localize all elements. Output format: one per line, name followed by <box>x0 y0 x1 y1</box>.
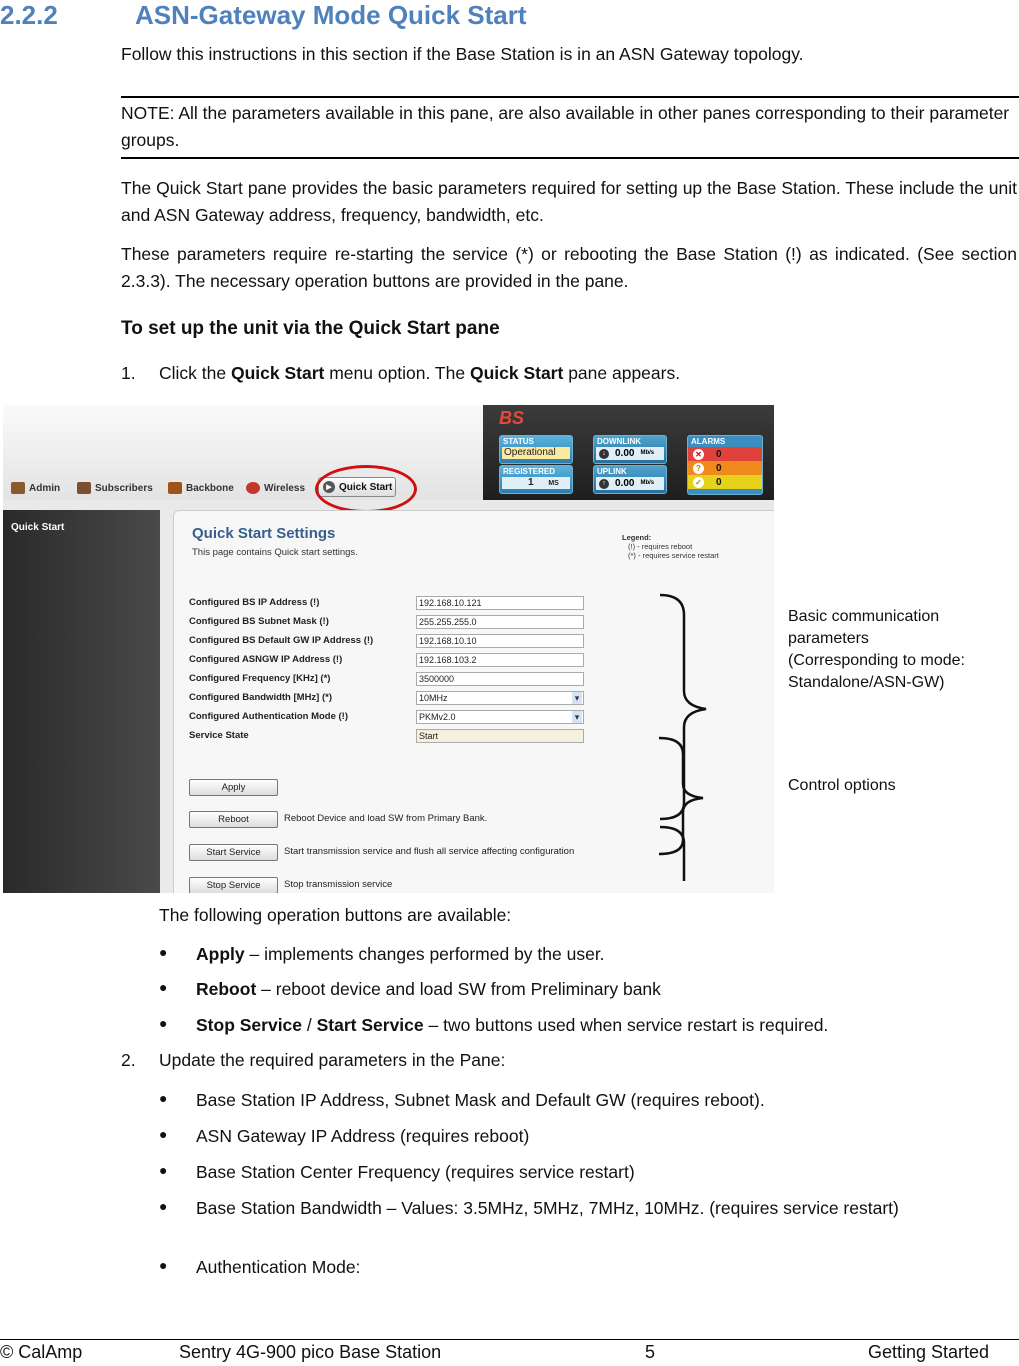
param-label: Configured ASNGW IP Address (!) <box>189 654 343 665</box>
bullet-icon: ● <box>159 979 168 995</box>
status-header <box>483 405 774 500</box>
param-label: Service State <box>189 730 249 741</box>
critical-icon: ✕ <box>693 449 704 460</box>
start-service-description: Start transmission service and flush all service affecting configuration <box>284 846 575 857</box>
backbone-icon <box>168 482 182 494</box>
alarm-minor[interactable]: ✓ 0 <box>688 475 762 489</box>
footer-product: Sentry 4G-900 pico Base Station <box>179 1342 442 1362</box>
step-2-text: Update the required parameters in the Pane: <box>159 1050 506 1070</box>
bullet-icon: ● <box>159 1126 168 1142</box>
intro-text: Follow this instructions in this section if the Base Station is in an ASN Gateway topology. <box>121 44 804 64</box>
status-value: Operational <box>502 447 570 459</box>
paragraph-2: These parameters require re-starting the service (*) or rebooting the Base Station (!) as indicated. (See section 2.3.3). The necessary operation buttons are provided in the pane. <box>121 244 1017 291</box>
admin-icon <box>11 482 25 494</box>
ops-intro: The following operation buttons are available: <box>159 905 512 925</box>
tab-backbone[interactable]: Backbone <box>168 479 234 497</box>
note-box: NOTE: All the parameters available in this pane, are also available in other panes corresponding to their parameter groups. <box>121 96 1019 159</box>
registered-box: REGISTERED 1 MS <box>499 465 573 494</box>
section-title: ASN-Gateway Mode Quick Start <box>135 0 527 30</box>
reboot-description: Reboot Device and load SW from Primary Bank. <box>284 813 488 824</box>
basic-params-annotation: Basic communication parameters (Corresponding to mode: Standalone/ASN-GW) <box>788 608 965 691</box>
alarms-box: ALARMS ✕ 0 ? 0 ✓ 0 <box>687 435 763 495</box>
update-item: Authentication Mode: <box>196 1257 361 1277</box>
bullet-icon: ● <box>159 1257 168 1273</box>
update-item: Base Station Center Frequency (requires service restart) <box>196 1162 635 1182</box>
frequency-input[interactable]: 3500000 <box>416 672 584 686</box>
menu-tab-bar <box>3 405 483 500</box>
downlink-box: DOWNLINK ↓ 0.00 Mb/s <box>593 435 667 464</box>
left-nav-pane <box>3 510 160 893</box>
op-apply: Apply – implements changes performed by the user. <box>196 944 605 964</box>
legend: Legend: (!) - requires reboot (*) - requires service restart <box>622 533 719 560</box>
tab-quick-start[interactable]: ▶ Quick Start <box>318 477 396 497</box>
update-item: Base Station Bandwidth – Values: 3.5MHz, 5MHz, 7MHz, 10MHz. (requires service restart) <box>196 1198 899 1218</box>
arrow-down-icon: ↓ <box>599 449 609 459</box>
section-number: 2.2.2 <box>0 0 58 30</box>
step-1-text: Click the Quick Start menu option. The Quick Start pane appears. <box>159 363 681 383</box>
auth-mode-select[interactable]: PKMv2.0 ▾ <box>416 710 584 724</box>
major-icon: ? <box>693 463 704 474</box>
stop-service-description: Stop transmission service <box>284 879 393 890</box>
apply-button[interactable]: Apply <box>189 779 278 796</box>
param-label: Configured BS Default GW IP Address (!) <box>189 635 374 646</box>
subnet-mask-input[interactable]: 255.255.255.0 <box>416 615 584 629</box>
default-gw-input[interactable]: 192.168.10.10 <box>416 634 584 648</box>
paragraph-1: The Quick Start pane provides the basic parameters required for setting up the Base Station. These include the unit and ASN Gateway address, frequency, bandwidth, etc. <box>121 178 1017 225</box>
update-item: ASN Gateway IP Address (requires reboot) <box>196 1126 530 1146</box>
subscribers-icon <box>77 482 91 494</box>
bullet-icon: ● <box>159 1198 168 1214</box>
control-brace <box>653 734 713 859</box>
alarm-critical[interactable]: ✕ 0 <box>688 447 762 461</box>
footer-page-number: 5 <box>645 1342 656 1362</box>
bandwidth-select[interactable]: 10MHz ▾ <box>416 691 584 705</box>
footer-rule <box>0 1339 1019 1340</box>
arrow-up-icon: ↑ <box>599 479 609 489</box>
op-reboot: Reboot – reboot device and load SW from Preliminary bank <box>196 979 661 999</box>
bullet-icon: ● <box>159 1015 168 1031</box>
asngw-ip-input[interactable]: 192.168.103.2 <box>416 653 584 667</box>
footer-copyright: © CalAmp <box>0 1342 83 1362</box>
step-2-number: 2. <box>121 1050 136 1070</box>
start-service-button[interactable]: Start Service <box>189 844 278 861</box>
footer-section: Getting Started <box>868 1342 990 1362</box>
uplink-box: UPLINK ↑ 0.00 Mb/s <box>593 465 667 494</box>
bullet-icon: ● <box>159 944 168 960</box>
param-label: Configured BS IP Address (!) <box>189 597 320 608</box>
service-state-field: Start <box>416 729 584 743</box>
settings-title: Quick Start Settings <box>192 525 336 542</box>
param-label: Configured Frequency [KHz] (*) <box>189 673 331 684</box>
bs-logo: BS <box>499 408 525 428</box>
reboot-button[interactable]: Reboot <box>189 811 278 828</box>
stop-service-button[interactable]: Stop Service <box>189 877 278 893</box>
control-options-annotation: Control options <box>788 777 896 794</box>
bullet-icon: ● <box>159 1162 168 1178</box>
wireless-icon <box>246 482 260 494</box>
tab-wireless[interactable]: Wireless <box>246 479 305 497</box>
settings-subtitle: This page contains Quick start settings. <box>192 547 358 558</box>
param-label: Configured Bandwidth [MHz] (*) <box>189 692 333 703</box>
bs-ip-input[interactable]: 192.168.10.121 <box>416 596 584 610</box>
left-nav-title[interactable]: Quick Start <box>11 522 65 533</box>
procedure-heading: To set up the unit via the Quick Start pane <box>121 318 500 339</box>
bullet-icon: ● <box>159 1090 168 1106</box>
alarm-major[interactable]: ? 0 <box>688 461 762 475</box>
param-label: Configured Authentication Mode (!) <box>189 711 349 722</box>
play-icon: ▶ <box>323 481 335 493</box>
tab-subscribers[interactable]: Subscribers <box>77 479 153 497</box>
update-item: Base Station IP Address, Subnet Mask and Default GW (requires reboot). <box>196 1090 765 1110</box>
param-label: Configured BS Subnet Mask (!) <box>189 616 329 627</box>
status-box: STATUS Operational <box>499 435 573 464</box>
highlight-circle <box>315 465 417 513</box>
step-1-number: 1. <box>121 363 136 383</box>
op-service: Stop Service / Start Service – two buttons used when service restart is required. <box>196 1015 829 1035</box>
minor-icon: ✓ <box>693 477 704 488</box>
tab-admin[interactable]: Admin <box>11 479 60 497</box>
